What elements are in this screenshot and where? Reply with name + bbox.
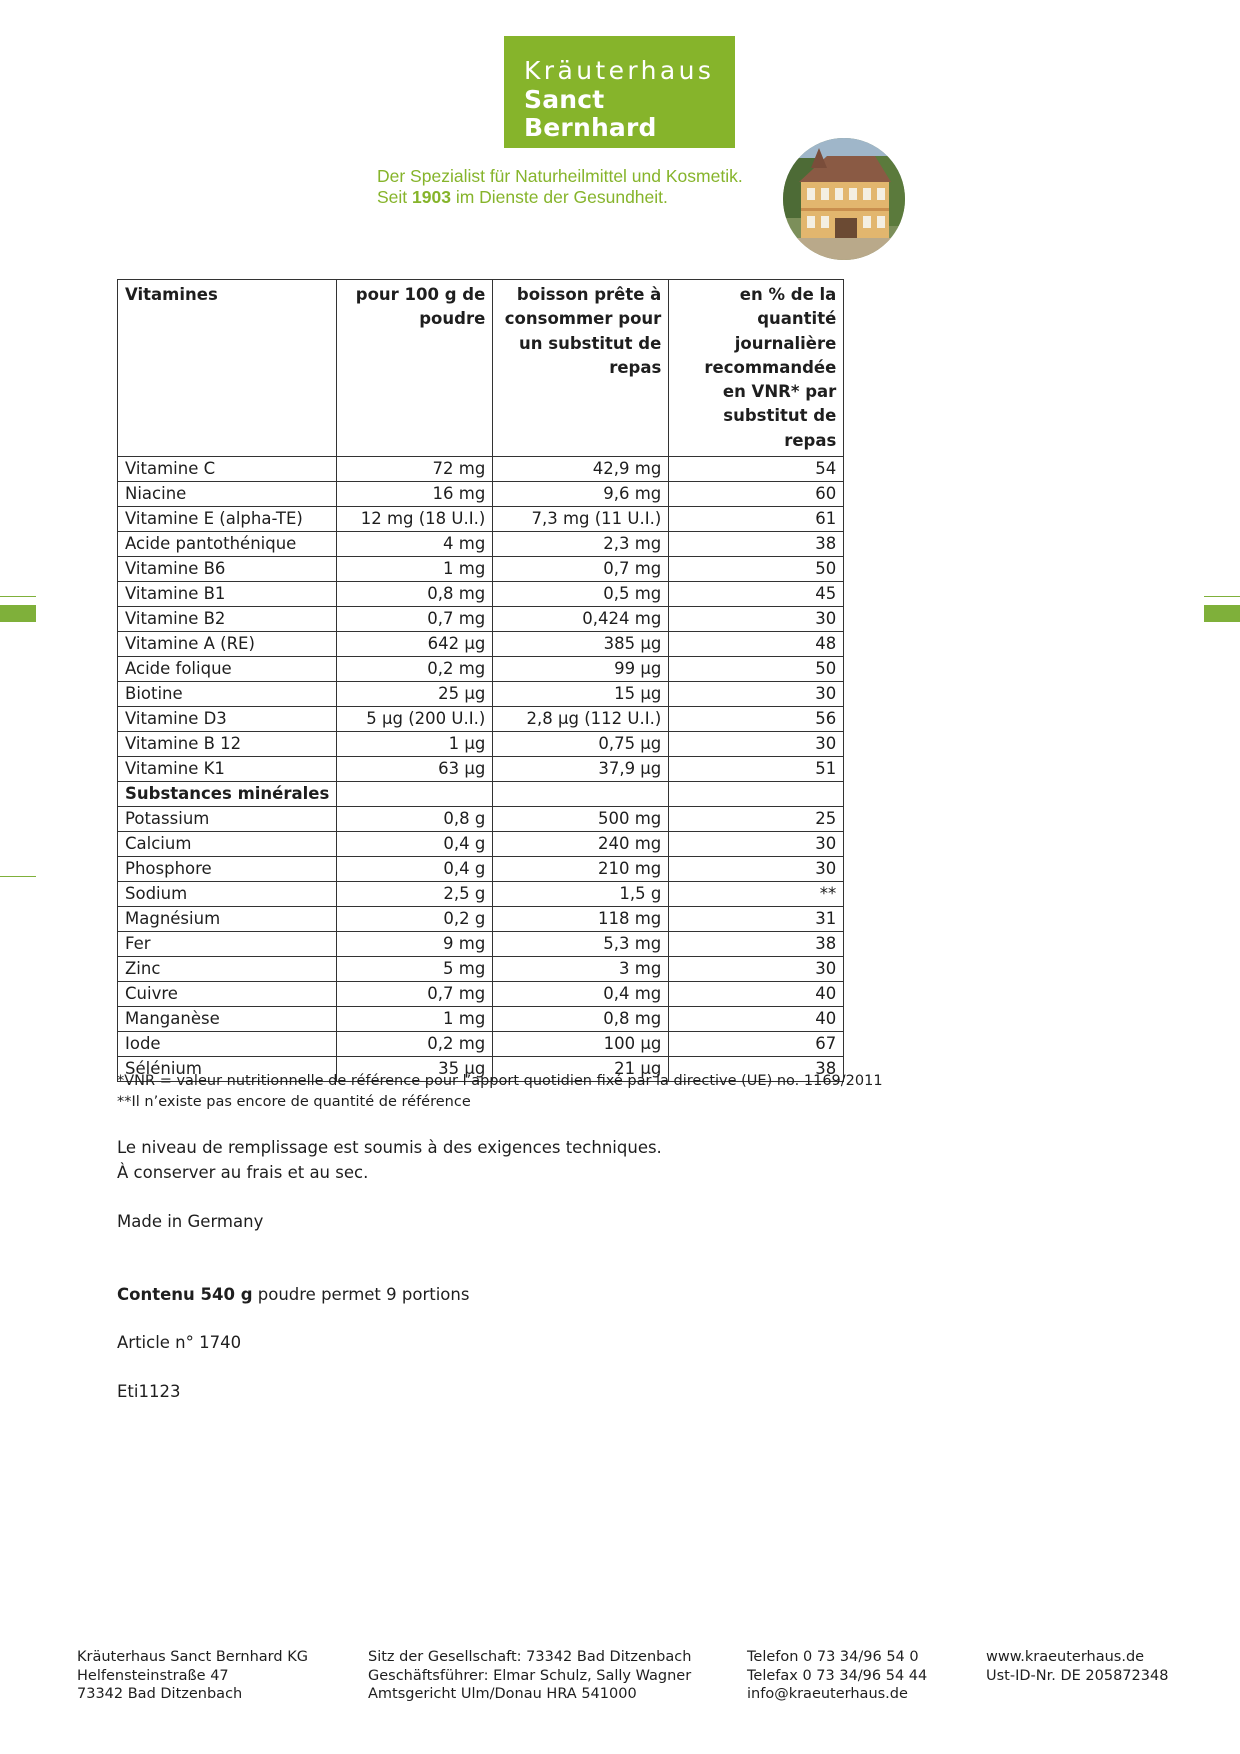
cell-per-drink: 42,9 mg	[493, 457, 669, 482]
cell-percent-vnr: 51	[669, 757, 844, 782]
table-row	[118, 832, 844, 857]
fold-mark-right-line	[1204, 596, 1240, 597]
footer-company-street: Helfensteinstraße 47	[77, 1667, 229, 1684]
cell-per-100g: 9 mg	[337, 932, 493, 957]
note-origin: Made in Germany	[117, 1212, 264, 1231]
cell-per-100g: 72 mg	[337, 457, 493, 482]
note-article-number: Article n° 1740	[117, 1333, 242, 1352]
cell-percent-vnr: 54	[669, 457, 844, 482]
cell-percent-vnr: 40	[669, 1007, 844, 1032]
cell-per-drink: 385 µg	[493, 632, 669, 657]
cell-per-drink: 9,6 mg	[493, 482, 669, 507]
footer-legal-register: Amtsgericht Ulm/Donau HRA 541000	[368, 1686, 637, 1702]
content-portions: poudre permet 9 portions	[252, 1285, 470, 1304]
footer-vat-id: Ust-ID-Nr. DE 205872348	[986, 1667, 1169, 1684]
building-photo	[783, 138, 905, 260]
cell-nutrient: Vitamine K1	[118, 757, 337, 782]
cell-per-drink: 0,8 mg	[493, 1007, 669, 1032]
cell-percent-vnr: 67	[669, 1032, 844, 1057]
cell-per-drink: 0,75 µg	[493, 732, 669, 757]
cell-percent-vnr: 50	[669, 557, 844, 582]
empty-cell	[669, 782, 844, 807]
empty-cell	[337, 782, 493, 807]
cell-percent-vnr: **	[669, 882, 844, 907]
cell-nutrient: Magnésium	[118, 907, 337, 932]
footer-fax: Telefax 0 73 34/96 54 44	[747, 1667, 928, 1684]
footer-company	[77, 1648, 308, 1704]
tagline-line-2	[377, 187, 757, 208]
cell-per-100g: 2,5 g	[337, 882, 493, 907]
table-row	[118, 1007, 844, 1032]
empty-cell	[493, 782, 669, 807]
cell-nutrient: Biotine	[118, 682, 337, 707]
cell-per-drink: 1,5 g	[493, 882, 669, 907]
tagline-line-1: Der Spezialist für Naturheilmittel und Kosmetik.	[377, 166, 743, 186]
cell-per-drink: 37,9 µg	[493, 757, 669, 782]
footer-company-name: Kräuterhaus Sanct Bernhard KG	[77, 1649, 308, 1665]
cell-percent-vnr: 30	[669, 607, 844, 632]
cell-per-drink: 2,3 mg	[493, 532, 669, 557]
cell-percent-vnr: 48	[669, 632, 844, 657]
table-row	[118, 532, 844, 557]
table-row	[118, 682, 844, 707]
table-section-row	[118, 782, 844, 807]
cell-nutrient: Vitamine B6	[118, 557, 337, 582]
cell-per-100g: 0,4 g	[337, 832, 493, 857]
cell-percent-vnr: 30	[669, 732, 844, 757]
tagline-year: 1903	[412, 187, 451, 207]
footer-phone: Telefon 0 73 34/96 54 0	[747, 1649, 919, 1665]
cell-per-drink: 0,7 mg	[493, 557, 669, 582]
footer-website[interactable]: www.kraeuterhaus.de	[986, 1649, 1145, 1665]
building-illustration	[783, 138, 905, 260]
cell-nutrient: Vitamine D3	[118, 707, 337, 732]
logo-line-2: Sanct Bernhard	[524, 85, 657, 142]
cell-percent-vnr: 45	[669, 582, 844, 607]
table-row	[118, 457, 844, 482]
cell-per-100g: 0,8 mg	[337, 582, 493, 607]
table-row	[118, 982, 844, 1007]
cell-per-100g: 0,7 mg	[337, 982, 493, 1007]
cell-percent-vnr: 30	[669, 682, 844, 707]
table-row	[118, 957, 844, 982]
table-row	[118, 632, 844, 657]
cell-nutrient: Fer	[118, 932, 337, 957]
cell-per-100g: 0,2 mg	[337, 657, 493, 682]
tagline	[377, 166, 757, 208]
table-row	[118, 732, 844, 757]
table-row	[118, 1032, 844, 1057]
cell-per-drink: 3 mg	[493, 957, 669, 982]
cell-per-100g: 642 µg	[337, 632, 493, 657]
cell-per-drink: 0,4 mg	[493, 982, 669, 1007]
table-row	[118, 932, 844, 957]
table-row	[118, 857, 844, 882]
cell-nutrient: Calcium	[118, 832, 337, 857]
table-row	[118, 557, 844, 582]
table-row	[118, 582, 844, 607]
footer-contact	[747, 1648, 927, 1704]
cell-nutrient: Cuivre	[118, 982, 337, 1007]
header-vitamines: Vitamines	[118, 280, 337, 457]
cell-per-100g: 0,4 g	[337, 857, 493, 882]
footer-company-city: 73342 Bad Ditzenbach	[77, 1686, 243, 1702]
cell-per-100g: 25 µg	[337, 682, 493, 707]
cell-per-100g: 35 µg	[337, 1057, 493, 1082]
note-storage: À conserver au frais et au sec.	[117, 1163, 369, 1182]
cell-per-100g: 4 mg	[337, 532, 493, 557]
cell-percent-vnr: 38	[669, 932, 844, 957]
footer-web	[986, 1648, 1168, 1685]
tagline-pre: Seit	[377, 187, 413, 207]
cell-percent-vnr: 25	[669, 807, 844, 832]
table-row	[118, 882, 844, 907]
table-body	[118, 457, 844, 1082]
logo-line-1: Kräuterhaus	[524, 56, 715, 85]
header-ready-drink: boisson prête à consommer pour un substitut de repas	[493, 280, 669, 457]
cell-percent-vnr: 30	[669, 857, 844, 882]
cell-per-100g: 63 µg	[337, 757, 493, 782]
footer-legal	[368, 1648, 691, 1704]
notes-block	[117, 1135, 662, 1185]
cell-per-100g: 1 mg	[337, 1007, 493, 1032]
footer-legal-seat: Sitz der Gesellschaft: 73342 Bad Ditzenbach	[368, 1649, 692, 1665]
cell-per-100g: 0,7 mg	[337, 607, 493, 632]
cell-per-drink: 0,424 mg	[493, 607, 669, 632]
cell-per-drink: 7,3 mg (11 U.I.)	[493, 507, 669, 532]
cell-per-100g: 5 µg (200 U.I.)	[337, 707, 493, 732]
header-percent-vnr: en % de la quantité journalière recommandée en VNR* par substitut de repas	[669, 280, 844, 457]
tagline-post: im Dienste der Gesundheit.	[450, 187, 668, 207]
cell-percent-vnr: 61	[669, 507, 844, 532]
cell-nutrient: Niacine	[118, 482, 337, 507]
cell-nutrient: Sodium	[118, 882, 337, 907]
cell-nutrient: Acide folique	[118, 657, 337, 682]
fold-mark-left-lower	[0, 876, 36, 877]
table-header-row	[118, 280, 844, 457]
table-row	[118, 507, 844, 532]
cell-percent-vnr: 40	[669, 982, 844, 1007]
cell-nutrient: Vitamine B 12	[118, 732, 337, 757]
cell-per-100g: 0,8 g	[337, 807, 493, 832]
cell-percent-vnr: 38	[669, 1057, 844, 1082]
cell-per-drink: 118 mg	[493, 907, 669, 932]
cell-nutrient: Phosphore	[118, 857, 337, 882]
header-per-100g: pour 100 g de poudre	[337, 280, 493, 457]
cell-per-100g: 1 mg	[337, 557, 493, 582]
cell-per-drink: 240 mg	[493, 832, 669, 857]
cell-nutrient: Sélénium	[118, 1057, 337, 1082]
cell-nutrient: Zinc	[118, 957, 337, 982]
note-label-code: Eti1123	[117, 1382, 181, 1401]
cell-nutrient: Potassium	[118, 807, 337, 832]
cell-nutrient: Vitamine C	[118, 457, 337, 482]
fold-mark-right-bar	[1204, 605, 1240, 622]
table-row	[118, 807, 844, 832]
cell-percent-vnr: 30	[669, 832, 844, 857]
table-row	[118, 757, 844, 782]
cell-per-drink: 21 µg	[493, 1057, 669, 1082]
cell-per-drink: 99 µg	[493, 657, 669, 682]
cell-nutrient: Vitamine B1	[118, 582, 337, 607]
cell-percent-vnr: 30	[669, 957, 844, 982]
cell-per-100g: 5 mg	[337, 957, 493, 982]
note-content	[117, 1282, 469, 1307]
cell-per-drink: 15 µg	[493, 682, 669, 707]
nutrition-table	[117, 279, 844, 1082]
cell-per-100g: 12 mg (18 U.I.)	[337, 507, 493, 532]
table-row	[118, 707, 844, 732]
cell-percent-vnr: 60	[669, 482, 844, 507]
cell-percent-vnr: 38	[669, 532, 844, 557]
cell-nutrient: Iode	[118, 1032, 337, 1057]
fold-mark-left-bar	[0, 605, 36, 622]
footnotes	[117, 1071, 883, 1113]
cell-percent-vnr: 50	[669, 657, 844, 682]
cell-percent-vnr: 56	[669, 707, 844, 732]
table-row	[118, 657, 844, 682]
footnote-vnr: *VNR = valeur nutritionnelle de référence pour l’apport quotidien fixé par la directive (UE) no. 1169/2011	[117, 1073, 883, 1089]
cell-nutrient: Vitamine A (RE)	[118, 632, 337, 657]
table-row	[118, 607, 844, 632]
content-amount: Contenu 540 g	[117, 1285, 253, 1304]
footer-email[interactable]: info@kraeuterhaus.de	[747, 1686, 908, 1702]
table-row	[118, 482, 844, 507]
section-heading-minerals: Substances minérales	[118, 782, 337, 807]
cell-per-100g: 16 mg	[337, 482, 493, 507]
cell-per-drink: 100 µg	[493, 1032, 669, 1057]
cell-per-drink: 500 mg	[493, 807, 669, 832]
cell-nutrient: Vitamine E (alpha-TE)	[118, 507, 337, 532]
company-logo	[504, 36, 735, 148]
cell-nutrient: Manganèse	[118, 1007, 337, 1032]
cell-per-100g: 0,2 mg	[337, 1032, 493, 1057]
cell-nutrient: Vitamine B2	[118, 607, 337, 632]
note-fill-level: Le niveau de remplissage est soumis à des exigences techniques.	[117, 1138, 662, 1157]
cell-percent-vnr: 31	[669, 907, 844, 932]
footnote-no-reference: **Il n’existe pas encore de quantité de référence	[117, 1094, 471, 1110]
cell-per-100g: 0,2 g	[337, 907, 493, 932]
fold-mark-left-line	[0, 596, 36, 597]
table-row	[118, 907, 844, 932]
cell-per-drink: 0,5 mg	[493, 582, 669, 607]
cell-per-drink: 2,8 µg (112 U.I.)	[493, 707, 669, 732]
cell-per-100g: 1 µg	[337, 732, 493, 757]
cell-per-drink: 5,3 mg	[493, 932, 669, 957]
cell-per-drink: 210 mg	[493, 857, 669, 882]
footer-legal-managers: Geschäftsführer: Elmar Schulz, Sally Wagner	[368, 1667, 692, 1684]
cell-nutrient: Acide pantothénique	[118, 532, 337, 557]
